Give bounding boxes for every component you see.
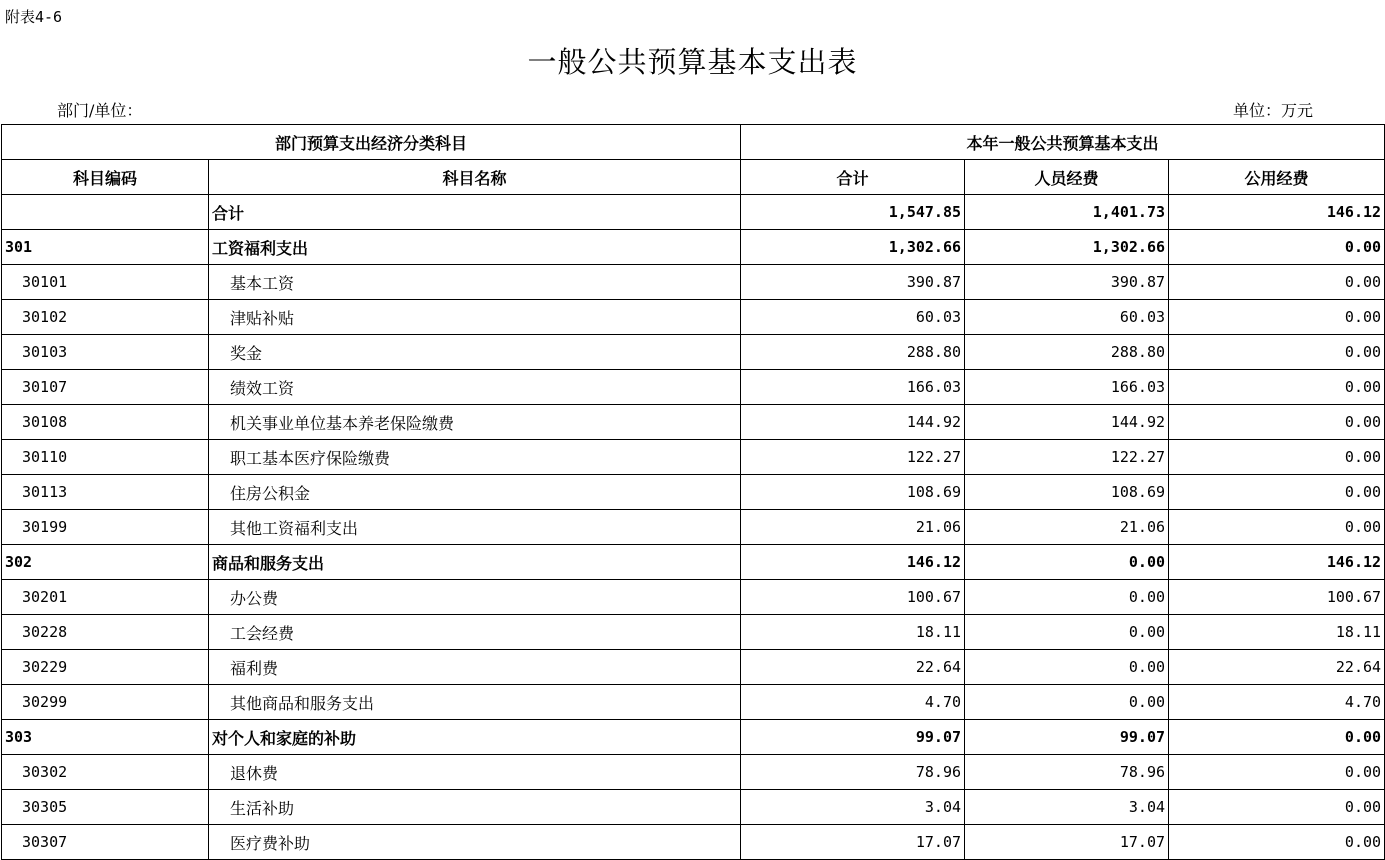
table-row: [2, 265, 1385, 300]
row-name-cell: 医疗费补助: [209, 825, 741, 860]
row-code-cell: 302: [2, 545, 209, 580]
table-row: [2, 650, 1385, 685]
table-row: [2, 790, 1385, 825]
row-name-cell: 退休费: [209, 755, 741, 790]
table-row: [2, 510, 1385, 545]
category-row: [2, 545, 1385, 580]
total-public-cell: 146.12: [1169, 195, 1385, 230]
row-public-cell: 0.00: [1169, 475, 1385, 510]
category-row: [2, 230, 1385, 265]
table-row: [2, 475, 1385, 510]
row-personnel-cell: 0.00: [965, 615, 1169, 650]
row-public-cell: 18.11: [1169, 615, 1385, 650]
row-public-cell: 0.00: [1169, 790, 1385, 825]
budget-table: [1, 124, 1385, 860]
total-personnel-cell: 1,401.73: [965, 195, 1169, 230]
row-total-cell: 100.67: [741, 580, 965, 615]
row-personnel-cell: 1,302.66: [965, 230, 1169, 265]
row-code-cell: 30229: [2, 650, 209, 685]
row-code-cell: 30201: [2, 580, 209, 615]
row-code-cell: 30199: [2, 510, 209, 545]
unit-label: 单位：万元: [1233, 101, 1314, 120]
row-total-cell: 390.87: [741, 265, 965, 300]
row-code-cell: 30113: [2, 475, 209, 510]
row-personnel-cell: 60.03: [965, 300, 1169, 335]
row-name-cell: 奖金: [209, 335, 741, 370]
row-code-cell: 301: [2, 230, 209, 265]
row-name-cell: 工会经费: [209, 615, 741, 650]
row-code-cell: 30107: [2, 370, 209, 405]
total-total-cell: 1,547.85: [741, 195, 965, 230]
department-label: 部门/单位：: [57, 101, 143, 120]
row-total-cell: 166.03: [741, 370, 965, 405]
row-name-cell: 对个人和家庭的补助: [209, 720, 741, 755]
row-name-cell: 福利费: [209, 650, 741, 685]
row-personnel-cell: 108.69: [965, 475, 1169, 510]
row-public-cell: 0.00: [1169, 440, 1385, 475]
row-total-cell: 4.70: [741, 685, 965, 720]
row-total-cell: 144.92: [741, 405, 965, 440]
total-row: [2, 195, 1385, 230]
row-name-cell: 商品和服务支出: [209, 545, 741, 580]
table-row: [2, 370, 1385, 405]
row-public-cell: 0.00: [1169, 720, 1385, 755]
table-row: [2, 405, 1385, 440]
table-row: [2, 755, 1385, 790]
row-personnel-cell: 0.00: [965, 650, 1169, 685]
row-personnel-cell: 390.87: [965, 265, 1169, 300]
row-personnel-cell: 0.00: [965, 545, 1169, 580]
row-public-cell: 100.67: [1169, 580, 1385, 615]
row-total-cell: 146.12: [741, 545, 965, 580]
header-basic-expenditure: 本年一般公共预算基本支出: [741, 125, 1385, 160]
row-personnel-cell: 288.80: [965, 335, 1169, 370]
row-code-cell: 30108: [2, 405, 209, 440]
header-economic-classification: 部门预算支出经济分类科目: [2, 125, 741, 160]
table-row: [2, 615, 1385, 650]
row-code-cell: 303: [2, 720, 209, 755]
row-code-cell: 30102: [2, 300, 209, 335]
row-public-cell: 0.00: [1169, 370, 1385, 405]
row-public-cell: 4.70: [1169, 685, 1385, 720]
header-code: 科目编码: [2, 160, 209, 195]
row-code-cell: 30299: [2, 685, 209, 720]
row-total-cell: 21.06: [741, 510, 965, 545]
header-total: 合计: [741, 160, 965, 195]
row-name-cell: 机关事业单位基本养老保险缴费: [209, 405, 741, 440]
row-personnel-cell: 17.07: [965, 825, 1169, 860]
page-title: 一般公共预算基本支出表: [527, 45, 858, 79]
row-name-cell: 办公费: [209, 580, 741, 615]
total-code-cell: [2, 195, 209, 230]
row-public-cell: 0.00: [1169, 265, 1385, 300]
row-total-cell: 288.80: [741, 335, 965, 370]
row-name-cell: 工资福利支出: [209, 230, 741, 265]
row-total-cell: 22.64: [741, 650, 965, 685]
row-personnel-cell: 78.96: [965, 755, 1169, 790]
row-total-cell: 108.69: [741, 475, 965, 510]
header-public: 公用经费: [1169, 160, 1385, 195]
row-public-cell: 146.12: [1169, 545, 1385, 580]
row-public-cell: 0.00: [1169, 230, 1385, 265]
row-public-cell: 0.00: [1169, 825, 1385, 860]
table-row: [2, 300, 1385, 335]
table-row: [2, 440, 1385, 475]
table-row: [2, 580, 1385, 615]
total-name-cell: 合计: [209, 195, 741, 230]
row-personnel-cell: 0.00: [965, 580, 1169, 615]
row-personnel-cell: 3.04: [965, 790, 1169, 825]
row-total-cell: 1,302.66: [741, 230, 965, 265]
row-public-cell: 0.00: [1169, 300, 1385, 335]
table-row: [2, 685, 1385, 720]
row-personnel-cell: 0.00: [965, 685, 1169, 720]
row-personnel-cell: 21.06: [965, 510, 1169, 545]
row-code-cell: 30228: [2, 615, 209, 650]
row-name-cell: 其他商品和服务支出: [209, 685, 741, 720]
row-personnel-cell: 166.03: [965, 370, 1169, 405]
row-total-cell: 60.03: [741, 300, 965, 335]
row-public-cell: 0.00: [1169, 510, 1385, 545]
row-total-cell: 122.27: [741, 440, 965, 475]
category-row: [2, 720, 1385, 755]
row-personnel-cell: 144.92: [965, 405, 1169, 440]
table-row: [2, 335, 1385, 370]
row-public-cell: 22.64: [1169, 650, 1385, 685]
row-name-cell: 津贴补贴: [209, 300, 741, 335]
row-total-cell: 18.11: [741, 615, 965, 650]
row-total-cell: 3.04: [741, 790, 965, 825]
row-name-cell: 基本工资: [209, 265, 741, 300]
row-name-cell: 其他工资福利支出: [209, 510, 741, 545]
row-public-cell: 0.00: [1169, 335, 1385, 370]
row-code-cell: 30110: [2, 440, 209, 475]
row-name-cell: 住房公积金: [209, 475, 741, 510]
row-total-cell: 17.07: [741, 825, 965, 860]
row-personnel-cell: 99.07: [965, 720, 1169, 755]
header-name: 科目名称: [209, 160, 741, 195]
row-code-cell: 30307: [2, 825, 209, 860]
row-personnel-cell: 122.27: [965, 440, 1169, 475]
row-name-cell: 绩效工资: [209, 370, 741, 405]
row-total-cell: 78.96: [741, 755, 965, 790]
row-total-cell: 99.07: [741, 720, 965, 755]
table-row: [2, 825, 1385, 860]
row-public-cell: 0.00: [1169, 755, 1385, 790]
row-name-cell: 职工基本医疗保险缴费: [209, 440, 741, 475]
row-public-cell: 0.00: [1169, 405, 1385, 440]
row-name-cell: 生活补助: [209, 790, 741, 825]
attachment-label: 附表4-6: [5, 8, 63, 26]
header-personnel: 人员经费: [965, 160, 1169, 195]
row-code-cell: 30305: [2, 790, 209, 825]
row-code-cell: 30103: [2, 335, 209, 370]
row-code-cell: 30101: [2, 265, 209, 300]
row-code-cell: 30302: [2, 755, 209, 790]
